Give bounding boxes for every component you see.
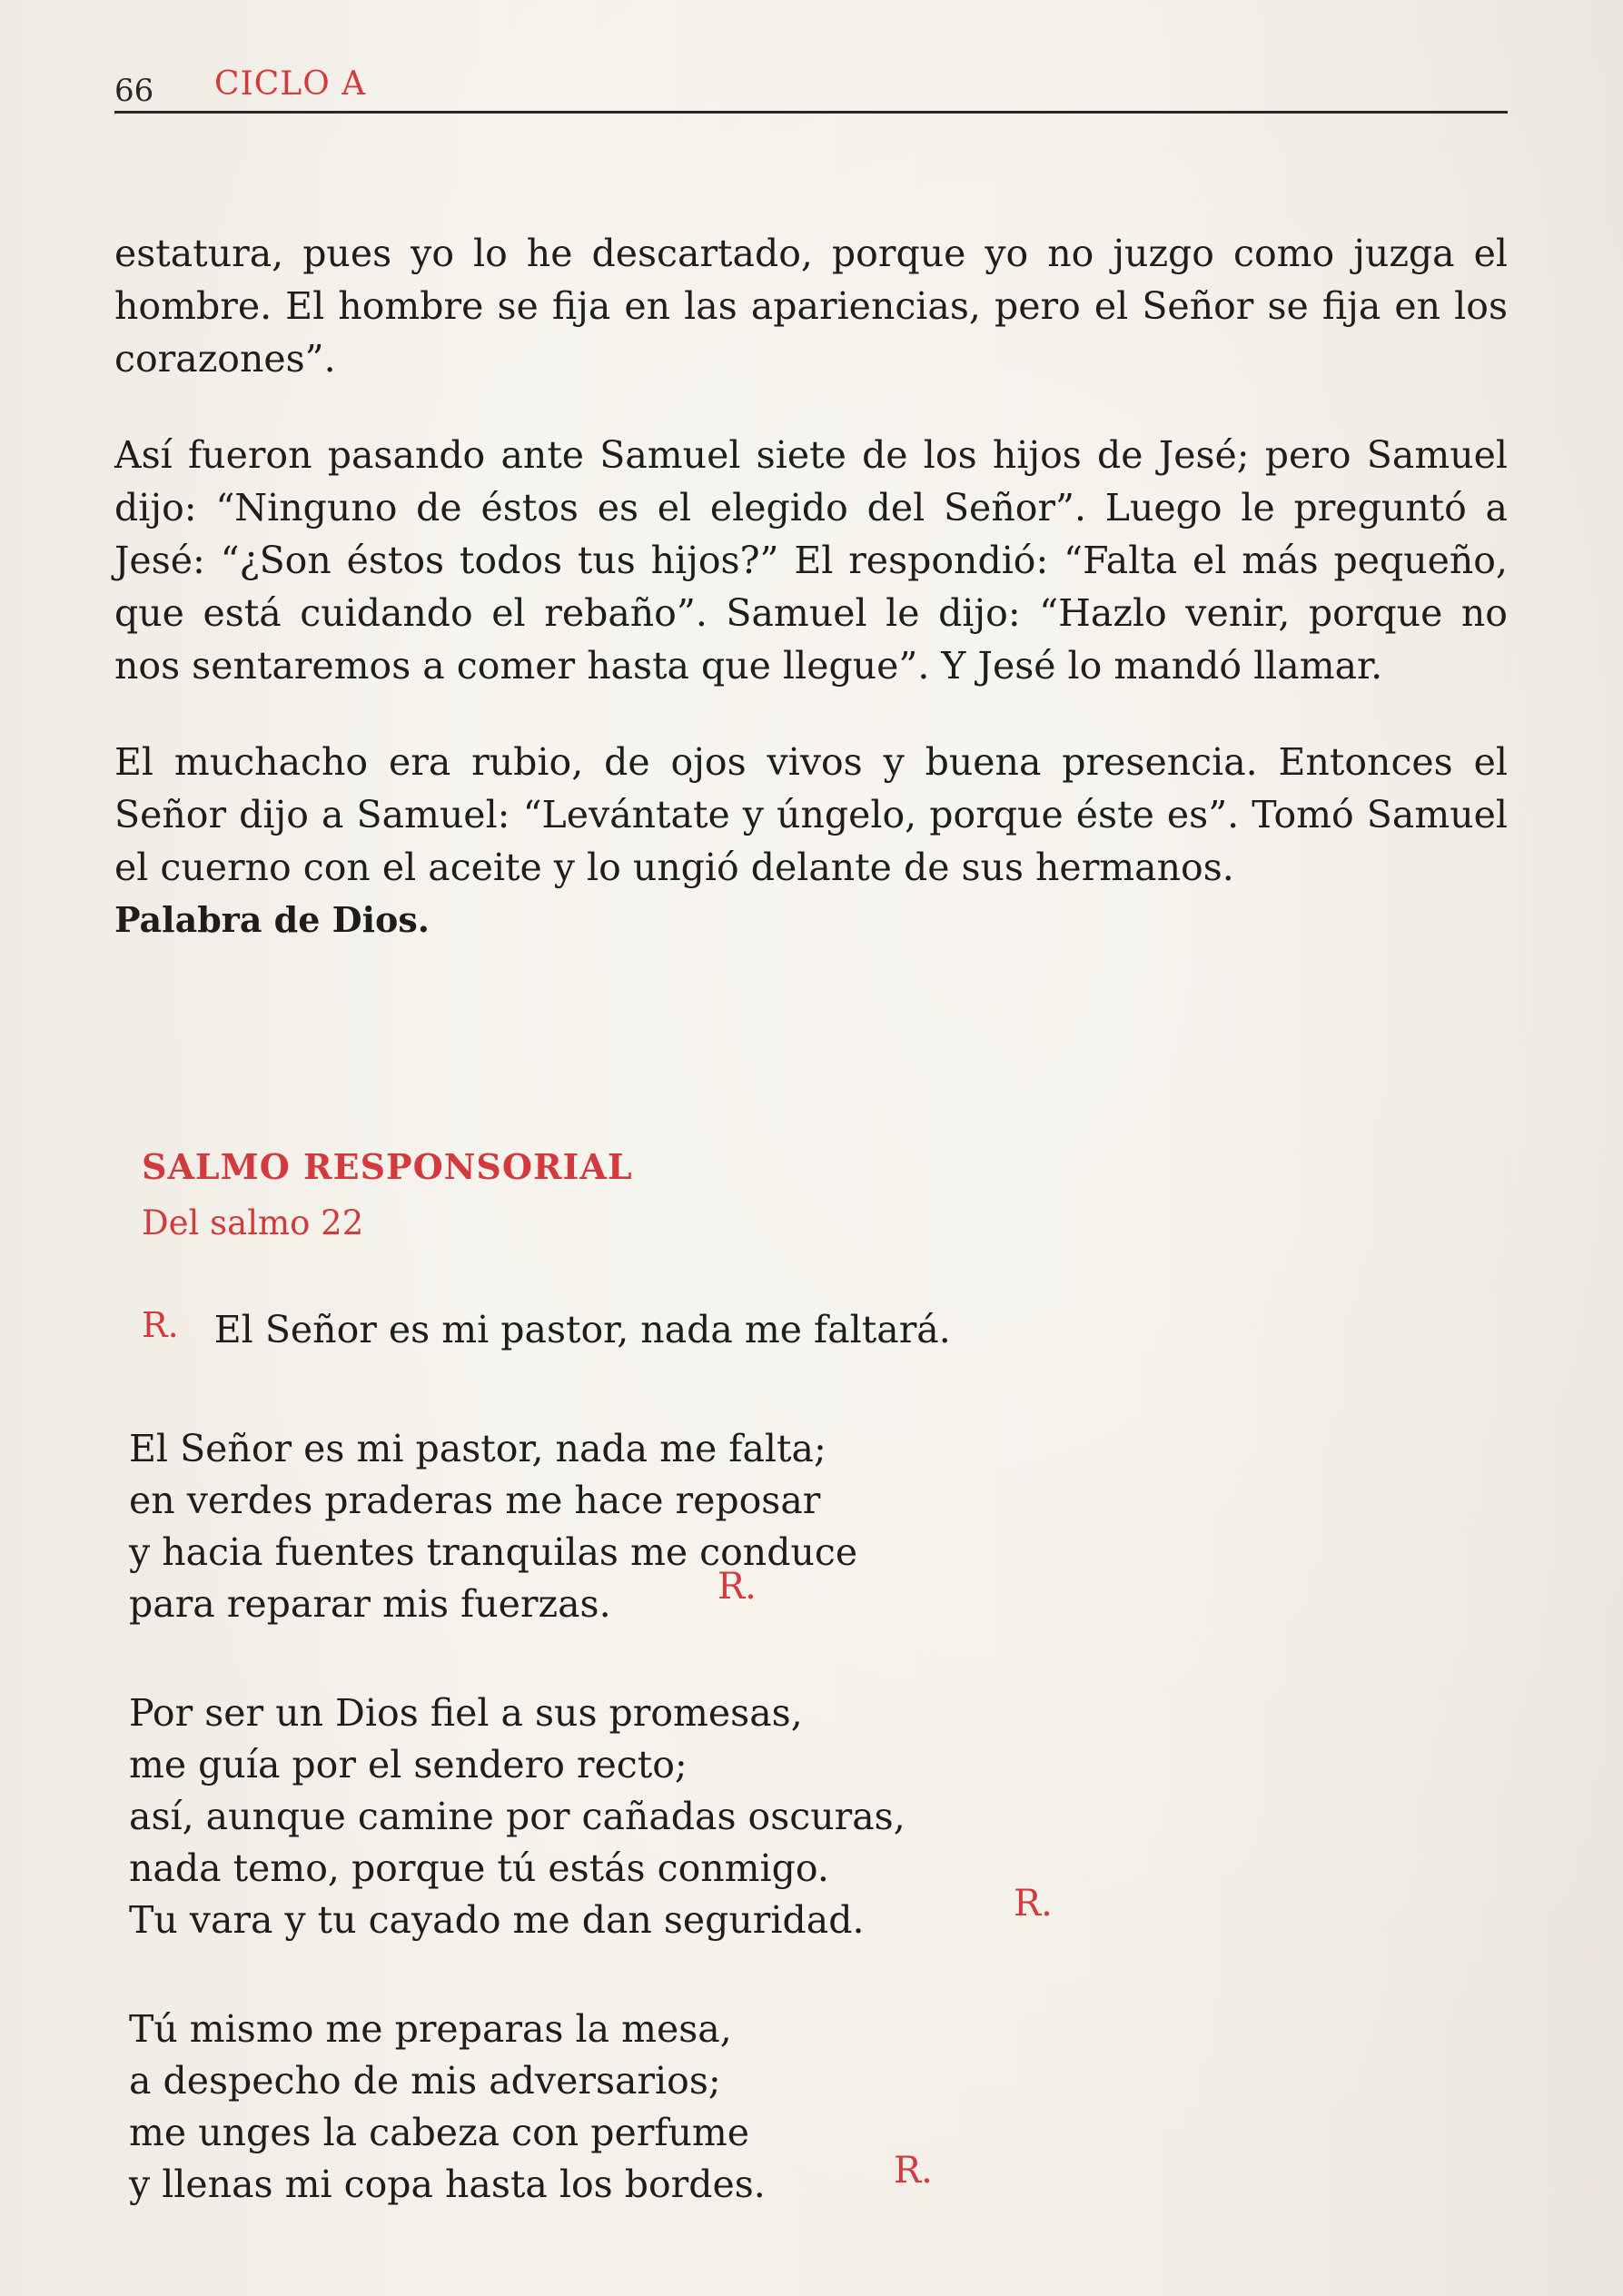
stanza-line: en verdes praderas me hace reposar — [129, 1479, 821, 1522]
stanza-line: y hacia fuentes tranquilas me conduce — [129, 1530, 858, 1574]
psalm-stanza-2 — [129, 1687, 906, 1946]
stanza-line: a despecho de mis adversarios; — [129, 2059, 721, 2103]
stanza-line: El Señor es mi pastor, nada me falta; — [129, 1427, 826, 1470]
reading-paragraph: El muchacho era rubio, de ojos vivos y buena presencia. Entonces el Señor dijo a Samuel: “Levántate y úngelo, porque éste es”. Tomó Samuel el cuerno con el aceite y lo ungió delante de sus hermanos. — [114, 740, 1508, 889]
stanza-line: Tu vara y tu cayado me dan seguridad. — [129, 1898, 865, 1942]
page-header — [114, 60, 1508, 114]
cycle-label: CICLO A — [214, 65, 367, 103]
stanza-line: y llenas mi copa hasta los bordes. — [129, 2162, 766, 2206]
stanza-line: Por ser un Dios fiel a sus promesas, — [129, 1691, 803, 1735]
reading-paragraph: estatura, pues yo lo he descartado, porque yo no juzgo como juzga el hombre. El hombre se fija en las apariencias, pero el Señor se fija en los corazones”. — [114, 232, 1508, 381]
stanza-line: para reparar mis fuerzas. — [129, 1582, 611, 1626]
psalm-stanza-3 — [129, 2004, 766, 2211]
stanza-line: me guía por el sendero recto; — [129, 1743, 688, 1786]
reading-paragraph: Así fueron pasando ante Samuel siete de los hijos de Jesé; pero Samuel dijo: “Ninguno de éstos es el elegido del Señor”. Luego le preguntó a Jesé: “¿Son éstos todos tus hijos?” El respondió: “Falta el más pequeño, que está cuidando el rebaño”. Samuel le dijo: “Hazlo venir, porque no nos sentaremos a comer hasta que llegue”. Y Jesé lo mandó llamar. — [114, 433, 1508, 688]
response-marker: R. — [717, 1566, 757, 1608]
psalm-subtitle: Del salmo 22 — [142, 1203, 364, 1242]
page-number: 66 — [114, 73, 154, 109]
word-of-god-closing: Palabra de Dios. — [114, 899, 430, 940]
psalm-refrain — [142, 1305, 951, 1351]
psalm-title: SALMO RESPONSORIAL — [142, 1146, 633, 1187]
refrain-text: El Señor es mi pastor, nada me faltará. — [213, 1308, 951, 1351]
stanza-line: Tú mismo me preparas la mesa, — [129, 2007, 732, 2051]
first-reading-text — [114, 227, 1508, 946]
response-marker: R. — [894, 2150, 933, 2192]
response-marker: R. — [142, 1305, 179, 1345]
stanza-line: así, aunque camine por cañadas oscuras, — [129, 1795, 906, 1838]
response-marker: R. — [1014, 1883, 1053, 1925]
stanza-line: nada temo, porque tú estás conmigo. — [129, 1846, 829, 1890]
stanza-line: me unges la cabeza con perfume — [129, 2111, 750, 2154]
